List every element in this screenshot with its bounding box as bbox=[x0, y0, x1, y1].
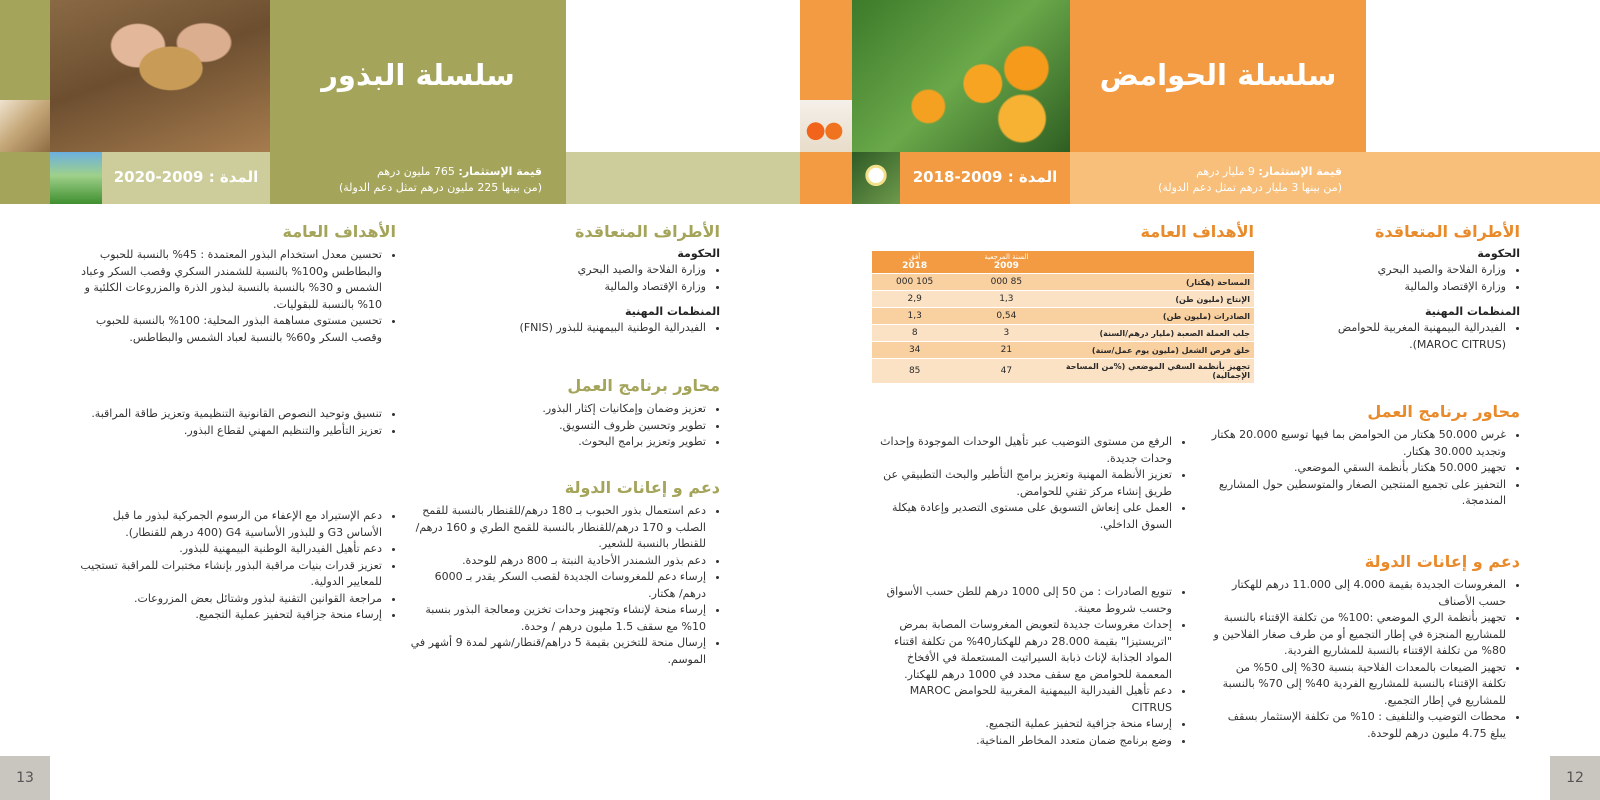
list-item: • الفيدرالية البيمهنية المغربية للحوامض (MAROC CITRUS). bbox=[1300, 320, 1506, 353]
citrus-axes-right-list bbox=[1210, 427, 1520, 510]
list-item: • دعم استعمال بذور الحبوب بـ 180 درهم/للقنطار بالنسبة للقمح الصلب و 170 درهم/للقنطار بالنسبة للقمح الطري و 160 درهم/ للقنطار بالنسبة للشعير. bbox=[410, 503, 706, 553]
citrus-investment bbox=[1070, 164, 1342, 196]
list-item: • تنسيق وتوحيد النصوص القانونية التنظيمية وتعزيز طاقة المراقبة. bbox=[78, 406, 382, 423]
list-item: • مراجعة القوانين التقنية لبذور وشتائل بعض المزروعات. bbox=[78, 591, 382, 608]
list-item: • وزارة الإقتصاد والمالية bbox=[410, 279, 706, 296]
citrus-axes-title: محاور برنامج العمل bbox=[1367, 402, 1520, 421]
seeds-investment-label: قيمة الإستثمار: bbox=[458, 165, 542, 178]
table-cell-target: 2,9 bbox=[872, 291, 957, 308]
list-item: • تجهيز 50.000 هكتار بأنظمة السقي الموضعي. bbox=[1210, 460, 1506, 477]
citrus-title: سلسلة الحوامض bbox=[1099, 58, 1337, 92]
seeds-axes-left-block bbox=[78, 404, 396, 439]
page-number-left: 13 bbox=[0, 756, 50, 800]
citrus-title-banner bbox=[1070, 0, 1366, 152]
table-cell-label: جلب العملة الصعبة (مليار درهم/السنة) bbox=[1055, 325, 1254, 342]
table-header-target-year: 2018 bbox=[902, 261, 928, 271]
list-item: • تعزيز وضمان وإمكانيات إكثار البذور. bbox=[410, 401, 706, 418]
seeds-investment-value: 765 مليون درهم bbox=[376, 165, 455, 178]
citrus-support-left-block bbox=[876, 582, 1186, 749]
table-cell-target: 34 bbox=[872, 342, 957, 359]
list-item: • تعزيز قدرات بنيات مراقبة البذور بإنشاء مختبرات للمراقبة تستجيب للمعايير الدولية. bbox=[78, 558, 382, 591]
table-cell-target: 1,3 bbox=[872, 308, 957, 325]
citrus-axes-left-list bbox=[876, 434, 1186, 533]
list-item: • تعزيز التأطير والتنظيم المهني لقطاع البذور. bbox=[78, 423, 382, 440]
table-header-target bbox=[872, 251, 957, 274]
list-item: • تجهيز الضيعات بالمعدات الفلاحية بنسبة 30% إلى 50% من تكلفة الإقتناء بالنسبة للمشاريع الفردية 40% إلى 70% بالنسبة للمشاريع في إطار التجميع. bbox=[1210, 660, 1506, 710]
seeds-org-list bbox=[410, 320, 720, 337]
seeds-axes-right-list bbox=[410, 401, 720, 451]
citrus-investment-value: 9 مليار درهم bbox=[1196, 165, 1255, 178]
citrus-parties-block bbox=[1300, 222, 1520, 353]
list-item: • إرسال منحة للتخزين بقيمة 5 دراهم/قنطار/شهر لمدة 9 أشهر في الموسم. bbox=[410, 635, 706, 668]
seeds-header-side-band bbox=[0, 0, 50, 100]
seeds-parties-title: الأطراف المتعاقدة bbox=[574, 222, 720, 241]
citrus-gov-list bbox=[1300, 262, 1520, 295]
table-header-ref bbox=[957, 251, 1055, 274]
citrus-support-right-list bbox=[1210, 577, 1520, 742]
seeds-gov-label: الحكومة bbox=[677, 247, 720, 260]
list-item: • تجهيز بأنظمة الري الموضعي :100% من تكلفة الإقتناء بالنسبة للمشاريع المنجزة في إطار التجميع أو من طرف صغار الفلاحين و 80% من تكلفة الإقتناء بالنسبة للمشاريع الفردية. bbox=[1210, 610, 1506, 660]
table-row bbox=[872, 342, 1254, 359]
citrus-goals-table bbox=[872, 251, 1254, 383]
list-item: • العمل على إنعاش التسويق على مستوى التصدير وإعادة هيكلة السوق الداخلي. bbox=[876, 500, 1172, 533]
table-row bbox=[872, 325, 1254, 342]
list-item: • تطوير وتعزيز برامج البحوث. bbox=[410, 434, 706, 451]
seeds-title-banner bbox=[270, 0, 566, 152]
citrus-org-list bbox=[1300, 320, 1520, 353]
list-item: • وضع برنامج ضمان متعدد المخاطر المناخية. bbox=[876, 733, 1172, 750]
table-cell-label: الصادرات (مليون طن) bbox=[1055, 308, 1254, 325]
oranges-small-image bbox=[800, 100, 852, 152]
seeds-axes-title: محاور برنامج العمل bbox=[567, 376, 720, 395]
list-item: • إرساء منحة جزافية لتحفيز عملية التجميع. bbox=[876, 716, 1172, 733]
seeds-strip-right bbox=[566, 152, 800, 204]
list-item: • دعم الإستيراد مع الإعفاء من الرسوم الجمركية لبذور ما قبل الأساس G3 و للبذور الأساسية G4 (400 درهم للقنطار). bbox=[78, 508, 382, 541]
list-item: • تنويع الصادرات : من 50 إلى 1000 درهم للطن حسب الأسواق وحسب شروط معينة. bbox=[876, 584, 1172, 617]
corn-field-image bbox=[50, 152, 102, 204]
citrus-axes-block bbox=[1210, 402, 1520, 510]
table-cell-ref: 85 000 bbox=[957, 274, 1055, 291]
seeds-investment bbox=[270, 164, 542, 196]
table-cell-ref: 1,3 bbox=[957, 291, 1055, 308]
seeds-support-block bbox=[410, 478, 720, 668]
list-item: • تعزيز الأنظمة المهنية وتعزيز برامج التأطير والبحث التطبيقي عن طريق إنشاء مركز تقني للحوامض. bbox=[876, 467, 1172, 500]
list-item: • تحسين معدل استخدام البذور المعتمدة : 45% بالنسبة للحبوب والبطاطس و100% بالنسبة للشمندر السكري وقصب السكر وعباد الشمس و 30% بالنسبة بالنسبة لبذور الذرة والمزروعات الكلئية و 10% بالنسبة للبقوليات. bbox=[78, 247, 382, 313]
list-item: • إرساء دعم للمغروسات الجديدة لقصب السكر يقدر بـ 6000 درهم/ هكتار. bbox=[410, 569, 706, 602]
table-row bbox=[872, 308, 1254, 325]
table-cell-target: 85 bbox=[872, 359, 957, 384]
list-item: • دعم تأهيل الفيدرالية الوطنية البيمهنية للبذور. bbox=[78, 541, 382, 558]
list-item: • الفيدرالية الوطنية البيمهنية للبذور (FNIS) bbox=[410, 320, 706, 337]
citrus-support-title: دعم و إعانات الدولة bbox=[1364, 552, 1520, 571]
list-item: • غرس 50.000 هكتار من الحوامض بما فيها توسيع 20.000 هكتار وتجديد 30.000 هكتار. bbox=[1210, 427, 1506, 460]
seeds-support-title: دعم و إعانات الدولة bbox=[564, 478, 720, 497]
list-item: • تحسين مستوى مساهمة البذور المحلية: 100% بالنسبة للحبوب وقصب السكر و60% بالنسبة لعباد الشمس والبطاطس. bbox=[78, 313, 382, 346]
table-row bbox=[872, 274, 1254, 291]
citrus-support-block bbox=[1210, 552, 1520, 742]
list-item: • محطات التوضيب والتلفيف : 10% من تكلفة الإستثمار بسقف يبلغ 4.75 مليون درهم للوحدة. bbox=[1210, 709, 1506, 742]
seeds-goals-block bbox=[78, 222, 396, 346]
citrus-strip-left bbox=[800, 152, 852, 204]
table-header-row bbox=[872, 251, 1254, 274]
citrus-investment-box bbox=[1070, 152, 1600, 204]
list-item: • إحداث مغروسات جديدة لتعويض المغروسات المصابة بمرض "اتريستيزا" بقيمة 28.000 درهم للهكتار40% من تكلفة اقتناء المواد الجذابة لإناث ذبابة السيراتيت المستعملة في الأفخاخ المعممة للحوامض مع سقف محدد في 1000 درهم للهكتار. bbox=[876, 617, 1172, 683]
list-item: • دعم تأهيل الفيدرالية البيمهنية المغربية للحوامض MAROC CITRUS bbox=[876, 683, 1172, 716]
list-item: • دعم بذور الشمندر الأحادية النبتة بـ 800 درهم للوحدة. bbox=[410, 553, 706, 570]
table-header-label bbox=[1055, 251, 1254, 274]
table-cell-ref: 21 bbox=[957, 342, 1055, 359]
sack-image bbox=[0, 100, 50, 152]
table-row bbox=[872, 291, 1254, 308]
citrus-support-left-list bbox=[876, 584, 1186, 749]
table-header-target-label: أفق bbox=[909, 253, 921, 261]
seeds-support-left-list bbox=[78, 508, 396, 624]
table-header-ref-label: السنة المرجعية bbox=[984, 253, 1029, 261]
citrus-investment-label: قيمة الإستثمار: bbox=[1258, 165, 1342, 178]
table-header-ref-year: 2009 bbox=[993, 261, 1019, 271]
table-cell-ref: 47 bbox=[957, 359, 1055, 384]
table-row bbox=[872, 359, 1254, 384]
table-cell-ref: 3 bbox=[957, 325, 1055, 342]
citrus-goals-block bbox=[872, 222, 1254, 383]
page-number-right: 12 bbox=[1550, 756, 1600, 800]
list-item: • وزارة الفلاحة والصيد البحري bbox=[1300, 262, 1506, 279]
seeds-axes-left-list bbox=[78, 406, 396, 439]
list-item: • إرساء منحة لإنشاء وتجهيز وحدات تخزين ومعالجة البذور بنسبة 10% مع سقف 1.5 مليون درهم / وحدة. bbox=[410, 602, 706, 635]
table-cell-label: الإنتاج (مليون طن) bbox=[1055, 291, 1254, 308]
seeds-support-left-block bbox=[78, 506, 396, 624]
seeds-org-label: المنظمات المهنية bbox=[624, 305, 720, 318]
citrus-header-side-band bbox=[800, 0, 852, 100]
list-item: • التحفيز على تجميع المنتجين الصغار والمتوسطين حول المشاريع المندمجة. bbox=[1210, 477, 1506, 510]
citrus-period: المدة : 2009-2018 bbox=[912, 168, 1058, 186]
seeds-investment-note: (من بينها 225 مليون درهم تمثل دعم الدولة) bbox=[338, 181, 542, 194]
seeds-period-box bbox=[102, 152, 270, 204]
table-cell-target: 8 bbox=[872, 325, 957, 342]
grain-hands-image bbox=[50, 0, 270, 152]
citrus-axes-left-block bbox=[876, 432, 1186, 533]
citrus-org-label: المنظمات المهنية bbox=[1424, 305, 1520, 318]
seeds-period: المدة : 2009-2020 bbox=[113, 168, 259, 186]
list-item: • تطوير وتحسين ظروف التسويق. bbox=[410, 418, 706, 435]
list-item: • وزارة الفلاحة والصيد البحري bbox=[410, 262, 706, 279]
table-cell-label: تجهيز بأنظمة السقي الموضعي (%من المساحة الإجمالية) bbox=[1055, 359, 1254, 384]
seeds-title: سلسلة البذور bbox=[321, 58, 515, 92]
citrus-goals-title: الأهداف العامة bbox=[1140, 222, 1254, 241]
list-item: • الرفع من مستوى التوضيب عبر تأهيل الوحدات الموجودة وإحداث وحدات جديدة. bbox=[876, 434, 1172, 467]
seeds-goals-list bbox=[78, 247, 396, 346]
citrus-period-box bbox=[900, 152, 1070, 204]
seeds-support-right-list bbox=[410, 503, 720, 668]
citrus-parties-title: الأطراف المتعاقدة bbox=[1374, 222, 1520, 241]
seeds-axes-block bbox=[410, 376, 720, 451]
seeds-investment-box bbox=[270, 152, 566, 204]
orange-blossom-image bbox=[852, 152, 900, 204]
seeds-goals-title: الأهداف العامة bbox=[282, 222, 396, 241]
table-cell-label: المساحة (هكتار) bbox=[1055, 274, 1254, 291]
seeds-parties-block bbox=[410, 222, 720, 337]
table-cell-label: خلق فرص الشغل (مليون يوم عمل/سنة) bbox=[1055, 342, 1254, 359]
table-cell-target: 105 000 bbox=[872, 274, 957, 291]
citrus-investment-note: (من بينها 3 مليار درهم تمثل دعم الدولة) bbox=[1158, 181, 1342, 194]
seeds-gov-list bbox=[410, 262, 720, 295]
list-item: • إرساء منحة جزافية لتحفيز عملية التجميع. bbox=[78, 607, 382, 624]
citrus-gov-label: الحكومة bbox=[1477, 247, 1520, 260]
orange-tree-image bbox=[852, 0, 1070, 152]
list-item: • وزارة الإقتصاد والمالية bbox=[1300, 279, 1506, 296]
seeds-strip-left bbox=[0, 152, 50, 204]
list-item: • المغروسات الجديدة بقيمة 4.000 إلى 11.000 درهم للهكتار حسب الأصناف bbox=[1210, 577, 1506, 610]
table-cell-ref: 0,54 bbox=[957, 308, 1055, 325]
